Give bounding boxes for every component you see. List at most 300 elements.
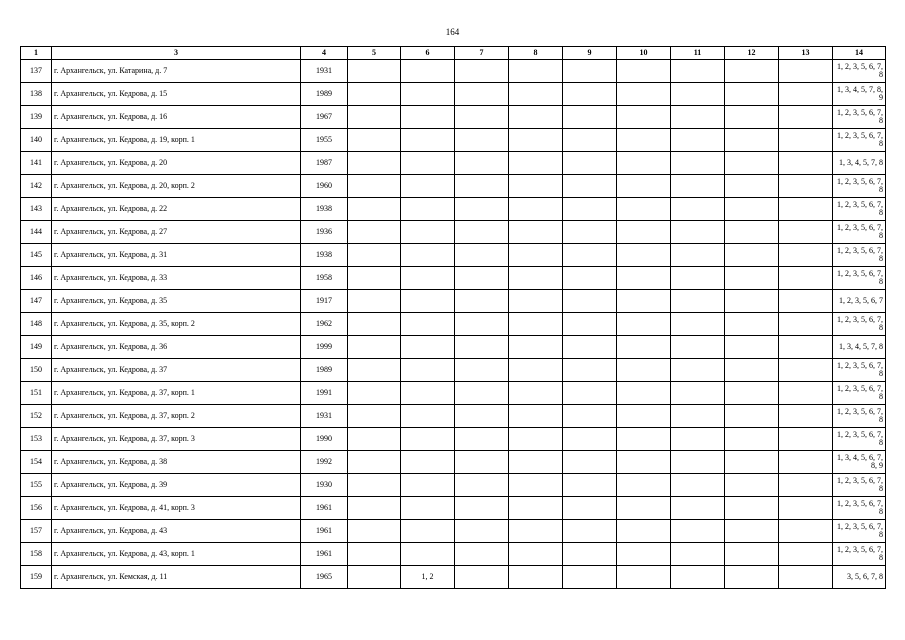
column-5-cell [348, 83, 401, 106]
column-5-cell [348, 359, 401, 382]
column-14-cell: 1, 3, 4, 5, 7, 8 [833, 336, 886, 359]
column-10-cell [617, 566, 671, 589]
column-5-cell [348, 336, 401, 359]
address-cell: г. Архангельск, ул. Кедрова, д. 41, корп. 3 [52, 497, 301, 520]
column-6-cell [401, 313, 455, 336]
table-row [21, 106, 886, 129]
table-row [21, 359, 886, 382]
row-number-cell: 148 [21, 313, 52, 336]
column-9-cell [563, 382, 617, 405]
column-6-cell [401, 543, 455, 566]
table-row [21, 497, 886, 520]
column-5-cell [348, 106, 401, 129]
table-row [21, 60, 886, 83]
column-11-cell [671, 474, 725, 497]
row-number-cell: 139 [21, 106, 52, 129]
row-number-cell: 137 [21, 60, 52, 83]
column-7-cell [455, 106, 509, 129]
year-cell: 1958 [301, 267, 348, 290]
year-cell: 1989 [301, 83, 348, 106]
page-number: 164 [445, 27, 460, 37]
column-8-cell [509, 175, 563, 198]
row-number-cell: 153 [21, 428, 52, 451]
column-7-cell [455, 336, 509, 359]
column-7-cell [455, 543, 509, 566]
column-14-cell: 1, 2, 3, 5, 6, 7, 8 [833, 520, 886, 543]
column-14-cell: 1, 2, 3, 5, 6, 7, 8 [833, 175, 886, 198]
column-9-cell [563, 60, 617, 83]
column-13-cell [779, 313, 833, 336]
column-13-cell [779, 106, 833, 129]
column-11-cell [671, 267, 725, 290]
column-5-cell [348, 520, 401, 543]
column-9-cell [563, 290, 617, 313]
column-9-cell [563, 106, 617, 129]
column-5-cell [348, 313, 401, 336]
table-row [21, 267, 886, 290]
year-cell: 1990 [301, 428, 348, 451]
column-12-cell [725, 336, 779, 359]
column-13-cell [779, 244, 833, 267]
row-number-cell: 157 [21, 520, 52, 543]
column-14-cell: 1, 2, 3, 5, 6, 7, 8 [833, 106, 886, 129]
column-6-cell [401, 290, 455, 313]
year-cell: 1987 [301, 152, 348, 175]
column-8-cell [509, 336, 563, 359]
table-body [21, 60, 886, 589]
column-7-cell [455, 290, 509, 313]
column-header: 3 [52, 47, 301, 60]
table-row [21, 175, 886, 198]
column-header: 6 [401, 47, 455, 60]
year-cell: 1930 [301, 474, 348, 497]
column-6-cell [401, 382, 455, 405]
column-13-cell [779, 129, 833, 152]
column-5-cell [348, 175, 401, 198]
column-6-cell [401, 198, 455, 221]
column-header: 14 [833, 47, 886, 60]
column-14-cell: 1, 2, 3, 5, 6, 7, 8 [833, 129, 886, 152]
column-12-cell [725, 198, 779, 221]
column-8-cell [509, 359, 563, 382]
column-13-cell [779, 451, 833, 474]
address-cell: г. Архангельск, ул. Кедрова, д. 35, корп. 2 [52, 313, 301, 336]
column-10-cell [617, 198, 671, 221]
row-number-cell: 146 [21, 267, 52, 290]
column-6-cell [401, 152, 455, 175]
table-row [21, 543, 886, 566]
column-5-cell [348, 474, 401, 497]
address-cell: г. Архангельск, ул. Кедрова, д. 22 [52, 198, 301, 221]
column-8-cell [509, 543, 563, 566]
column-7-cell [455, 267, 509, 290]
column-11-cell [671, 451, 725, 474]
column-header: 7 [455, 47, 509, 60]
address-cell: г. Архангельск, ул. Кедрова, д. 38 [52, 451, 301, 474]
column-5-cell [348, 152, 401, 175]
table-row [21, 428, 886, 451]
column-5-cell [348, 267, 401, 290]
column-11-cell [671, 198, 725, 221]
column-11-cell [671, 60, 725, 83]
column-14-cell: 1, 2, 3, 5, 6, 7, 8 [833, 60, 886, 83]
column-12-cell [725, 566, 779, 589]
column-7-cell [455, 152, 509, 175]
column-14-cell: 1, 2, 3, 5, 6, 7, 8 [833, 221, 886, 244]
address-cell: г. Архангельск, ул. Кедрова, д. 31 [52, 244, 301, 267]
year-cell: 1991 [301, 382, 348, 405]
column-header: 12 [725, 47, 779, 60]
column-9-cell [563, 198, 617, 221]
column-14-cell: 1, 2, 3, 5, 6, 7, 8 [833, 359, 886, 382]
column-14-cell: 3, 5, 6, 7, 8 [833, 566, 886, 589]
column-14-cell: 1, 2, 3, 5, 6, 7, 8 [833, 405, 886, 428]
column-13-cell [779, 175, 833, 198]
column-14-cell: 1, 2, 3, 5, 6, 7, 8 [833, 543, 886, 566]
column-8-cell [509, 428, 563, 451]
column-11-cell [671, 313, 725, 336]
column-11-cell [671, 244, 725, 267]
column-10-cell [617, 313, 671, 336]
row-number-cell: 142 [21, 175, 52, 198]
column-14-cell: 1, 2, 3, 5, 6, 7, 8 [833, 267, 886, 290]
column-9-cell [563, 313, 617, 336]
address-cell: г. Архангельск, ул. Кедрова, д. 33 [52, 267, 301, 290]
column-11-cell [671, 106, 725, 129]
column-5-cell [348, 382, 401, 405]
year-cell: 1917 [301, 290, 348, 313]
address-cell: г. Архангельск, ул. Кедрова, д. 27 [52, 221, 301, 244]
column-11-cell [671, 566, 725, 589]
table-row [21, 336, 886, 359]
column-12-cell [725, 428, 779, 451]
column-12-cell [725, 405, 779, 428]
column-5-cell [348, 290, 401, 313]
address-cell: г. Архангельск, ул. Кемская, д. 11 [52, 566, 301, 589]
column-8-cell [509, 221, 563, 244]
year-cell: 1989 [301, 359, 348, 382]
column-13-cell [779, 198, 833, 221]
column-11-cell [671, 382, 725, 405]
column-9-cell [563, 543, 617, 566]
row-number-cell: 158 [21, 543, 52, 566]
column-12-cell [725, 497, 779, 520]
column-13-cell [779, 382, 833, 405]
column-13-cell [779, 474, 833, 497]
table-header-row [21, 47, 886, 60]
column-7-cell [455, 497, 509, 520]
year-cell: 1967 [301, 106, 348, 129]
column-11-cell [671, 428, 725, 451]
column-6-cell [401, 129, 455, 152]
column-14-cell: 1, 2, 3, 5, 6, 7, 8 [833, 497, 886, 520]
row-number-cell: 155 [21, 474, 52, 497]
address-cell: г. Архангельск, ул. Кедрова, д. 37, корп. 2 [52, 405, 301, 428]
column-8-cell [509, 83, 563, 106]
column-9-cell [563, 336, 617, 359]
column-7-cell [455, 428, 509, 451]
column-10-cell [617, 83, 671, 106]
column-9-cell [563, 520, 617, 543]
year-cell: 1936 [301, 221, 348, 244]
column-7-cell [455, 129, 509, 152]
column-13-cell [779, 336, 833, 359]
column-10-cell [617, 267, 671, 290]
column-8-cell [509, 244, 563, 267]
year-cell: 1961 [301, 520, 348, 543]
column-14-cell: 1, 2, 3, 5, 6, 7, 8 [833, 382, 886, 405]
column-11-cell [671, 497, 725, 520]
row-number-cell: 151 [21, 382, 52, 405]
column-12-cell [725, 267, 779, 290]
year-cell: 1962 [301, 313, 348, 336]
column-6-cell [401, 83, 455, 106]
column-8-cell [509, 60, 563, 83]
address-cell: г. Архангельск, ул. Кедрова, д. 37, корп. 1 [52, 382, 301, 405]
column-12-cell [725, 60, 779, 83]
year-cell: 1938 [301, 244, 348, 267]
column-8-cell [509, 290, 563, 313]
column-12-cell [725, 313, 779, 336]
column-6-cell [401, 106, 455, 129]
column-12-cell [725, 175, 779, 198]
table-row [21, 198, 886, 221]
column-13-cell [779, 428, 833, 451]
year-cell: 1999 [301, 336, 348, 359]
address-cell: г. Архангельск, ул. Кедрова, д. 20 [52, 152, 301, 175]
table-row [21, 566, 886, 589]
column-13-cell [779, 83, 833, 106]
address-cell: г. Архангельск, ул. Кедрова, д. 15 [52, 83, 301, 106]
row-number-cell: 138 [21, 83, 52, 106]
column-8-cell [509, 566, 563, 589]
column-7-cell [455, 520, 509, 543]
column-10-cell [617, 244, 671, 267]
row-number-cell: 154 [21, 451, 52, 474]
row-number-cell: 156 [21, 497, 52, 520]
column-8-cell [509, 405, 563, 428]
column-9-cell [563, 359, 617, 382]
column-7-cell [455, 198, 509, 221]
column-8-cell [509, 313, 563, 336]
column-8-cell [509, 497, 563, 520]
column-11-cell [671, 405, 725, 428]
column-7-cell [455, 60, 509, 83]
year-cell: 1931 [301, 60, 348, 83]
column-13-cell [779, 520, 833, 543]
column-header: 1 [21, 47, 52, 60]
address-cell: г. Архангельск, ул. Кедрова, д. 20, корп. 2 [52, 175, 301, 198]
table-row [21, 129, 886, 152]
address-cell: г. Архангельск, ул. Кедрова, д. 39 [52, 474, 301, 497]
column-9-cell [563, 152, 617, 175]
column-14-cell: 1, 2, 3, 5, 6, 7, 8 [833, 244, 886, 267]
column-13-cell [779, 221, 833, 244]
column-7-cell [455, 474, 509, 497]
column-7-cell [455, 359, 509, 382]
column-5-cell [348, 221, 401, 244]
column-9-cell [563, 83, 617, 106]
column-10-cell [617, 543, 671, 566]
address-cell: г. Архангельск, ул. Катарина, д. 7 [52, 60, 301, 83]
column-9-cell [563, 451, 617, 474]
column-10-cell [617, 336, 671, 359]
column-header: 5 [348, 47, 401, 60]
column-9-cell [563, 175, 617, 198]
table-row [21, 152, 886, 175]
column-5-cell [348, 497, 401, 520]
column-6-cell [401, 497, 455, 520]
column-12-cell [725, 382, 779, 405]
column-10-cell [617, 405, 671, 428]
row-number-cell: 144 [21, 221, 52, 244]
column-10-cell [617, 497, 671, 520]
column-10-cell [617, 451, 671, 474]
column-13-cell [779, 566, 833, 589]
column-9-cell [563, 497, 617, 520]
column-13-cell [779, 405, 833, 428]
column-11-cell [671, 152, 725, 175]
year-cell: 1965 [301, 566, 348, 589]
column-6-cell [401, 451, 455, 474]
address-cell: г. Архангельск, ул. Кедрова, д. 43 [52, 520, 301, 543]
buildings-table [20, 46, 886, 589]
column-6-cell [401, 336, 455, 359]
address-cell: г. Архангельск, ул. Кедрова, д. 37, корп. 3 [52, 428, 301, 451]
column-14-cell: 1, 3, 4, 5, 7, 8 [833, 152, 886, 175]
column-10-cell [617, 60, 671, 83]
column-13-cell [779, 152, 833, 175]
column-6-cell [401, 474, 455, 497]
column-12-cell [725, 359, 779, 382]
column-13-cell [779, 359, 833, 382]
column-13-cell [779, 60, 833, 83]
column-9-cell [563, 129, 617, 152]
column-11-cell [671, 83, 725, 106]
column-6-cell [401, 267, 455, 290]
column-header: 8 [509, 47, 563, 60]
column-10-cell [617, 290, 671, 313]
column-9-cell [563, 244, 617, 267]
column-11-cell [671, 221, 725, 244]
year-cell: 1960 [301, 175, 348, 198]
column-header: 11 [671, 47, 725, 60]
address-cell: г. Архангельск, ул. Кедрова, д. 16 [52, 106, 301, 129]
column-13-cell [779, 267, 833, 290]
column-8-cell [509, 129, 563, 152]
address-cell: г. Архангельск, ул. Кедрова, д. 37 [52, 359, 301, 382]
column-7-cell [455, 175, 509, 198]
column-header: 13 [779, 47, 833, 60]
column-12-cell [725, 244, 779, 267]
table-row [21, 451, 886, 474]
column-11-cell [671, 543, 725, 566]
column-10-cell [617, 474, 671, 497]
year-cell: 1992 [301, 451, 348, 474]
table-row [21, 520, 886, 543]
table-row [21, 290, 886, 313]
column-7-cell [455, 221, 509, 244]
table-row [21, 221, 886, 244]
column-9-cell [563, 221, 617, 244]
row-number-cell: 152 [21, 405, 52, 428]
column-10-cell [617, 382, 671, 405]
column-7-cell [455, 451, 509, 474]
column-10-cell [617, 129, 671, 152]
column-11-cell [671, 129, 725, 152]
table-row [21, 313, 886, 336]
column-11-cell [671, 336, 725, 359]
column-5-cell [348, 543, 401, 566]
address-cell: г. Архангельск, ул. Кедрова, д. 19, корп. 1 [52, 129, 301, 152]
column-8-cell [509, 520, 563, 543]
column-10-cell [617, 221, 671, 244]
column-9-cell [563, 267, 617, 290]
column-9-cell [563, 405, 617, 428]
column-12-cell [725, 106, 779, 129]
column-header: 4 [301, 47, 348, 60]
column-5-cell [348, 60, 401, 83]
column-6-cell [401, 175, 455, 198]
column-6-cell: 1, 2 [401, 566, 455, 589]
column-13-cell [779, 290, 833, 313]
column-12-cell [725, 83, 779, 106]
column-12-cell [725, 290, 779, 313]
address-cell: г. Архангельск, ул. Кедрова, д. 35 [52, 290, 301, 313]
column-13-cell [779, 497, 833, 520]
row-number-cell: 150 [21, 359, 52, 382]
column-12-cell [725, 451, 779, 474]
column-14-cell: 1, 2, 3, 5, 6, 7 [833, 290, 886, 313]
row-number-cell: 149 [21, 336, 52, 359]
column-8-cell [509, 267, 563, 290]
column-7-cell [455, 83, 509, 106]
column-10-cell [617, 106, 671, 129]
column-13-cell [779, 543, 833, 566]
table-row [21, 405, 886, 428]
column-8-cell [509, 106, 563, 129]
column-8-cell [509, 198, 563, 221]
column-8-cell [509, 451, 563, 474]
column-12-cell [725, 543, 779, 566]
column-8-cell [509, 474, 563, 497]
column-6-cell [401, 428, 455, 451]
row-number-cell: 159 [21, 566, 52, 589]
address-cell: г. Архангельск, ул. Кедрова, д. 36 [52, 336, 301, 359]
year-cell: 1938 [301, 198, 348, 221]
address-cell: г. Архангельск, ул. Кедрова, д. 43, корп. 1 [52, 543, 301, 566]
column-5-cell [348, 428, 401, 451]
column-7-cell [455, 244, 509, 267]
column-12-cell [725, 221, 779, 244]
column-6-cell [401, 60, 455, 83]
row-number-cell: 141 [21, 152, 52, 175]
column-5-cell [348, 129, 401, 152]
column-14-cell: 1, 2, 3, 5, 6, 7, 8 [833, 428, 886, 451]
year-cell: 1961 [301, 497, 348, 520]
column-6-cell [401, 359, 455, 382]
column-10-cell [617, 152, 671, 175]
column-header: 10 [617, 47, 671, 60]
column-6-cell [401, 520, 455, 543]
column-5-cell [348, 244, 401, 267]
column-9-cell [563, 566, 617, 589]
column-6-cell [401, 221, 455, 244]
column-11-cell [671, 290, 725, 313]
column-10-cell [617, 175, 671, 198]
column-6-cell [401, 405, 455, 428]
column-14-cell: 1, 3, 4, 5, 6, 7, 8, 9 [833, 451, 886, 474]
